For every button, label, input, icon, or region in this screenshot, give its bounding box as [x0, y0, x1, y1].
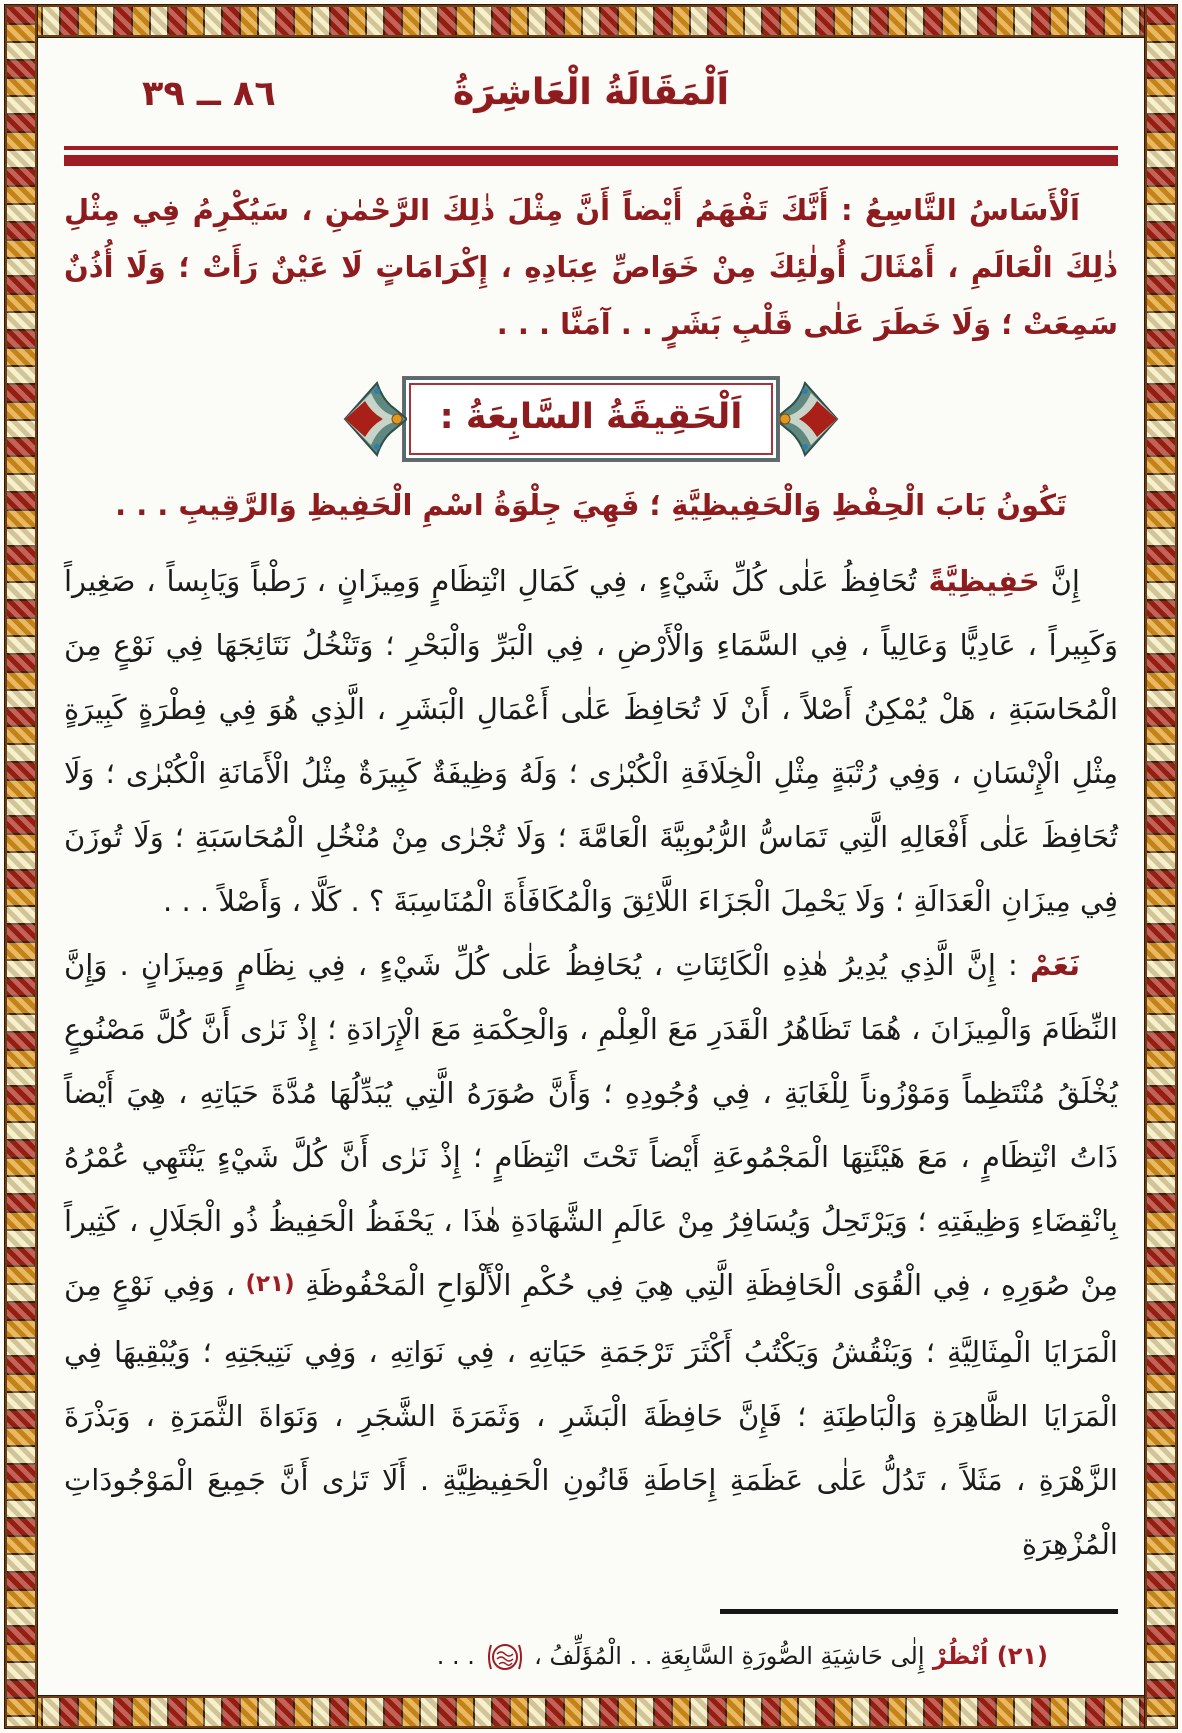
paragraph2-keyword: نَعَمْ	[1029, 948, 1080, 982]
footnote-tail: . . .	[436, 1642, 483, 1670]
page-content	[64, 42, 1118, 1691]
page-title: اَلْمَقَالَةُ الْعَاشِرَةُ	[452, 72, 730, 113]
body-paragraph-2	[64, 933, 1118, 1576]
ornate-border-left	[5, 5, 37, 1728]
body-paragraph-1	[64, 549, 1118, 933]
section-box-title: اَلْحَقِيقَةُ السَّابِعَةُ :	[403, 377, 780, 461]
header-rule	[64, 146, 1118, 166]
author-seal-icon	[485, 1637, 525, 1677]
header-rule-thin	[64, 146, 1118, 150]
section-subtitle: تَكُونُ بَابَ الْحِفْظِ وَالْحَفِيظِيَّةِ ؛ فَهِيَ جِلْوَةُ اسْمِ الْحَفِيظِ وَالرَّقِيبِ . . .	[115, 488, 1067, 522]
page-header	[64, 72, 1118, 138]
ornate-border-bottom	[5, 1696, 1177, 1728]
header-rule-thick	[64, 155, 1118, 166]
footnote-ref-21: (٢١)	[245, 1271, 295, 1297]
ornate-border-top	[5, 5, 1177, 37]
footnote-area	[64, 1599, 1118, 1691]
footnote-lead: اُنْظُرْ	[924, 1642, 989, 1670]
section-box	[347, 371, 836, 467]
footnote-text: إِلٰى حَاشِيَةِ الصُّورَةِ السَّابِعَةِ . . الْمُؤَلِّفُ ،	[526, 1642, 925, 1670]
paragraph1-lead: إِنَّ	[1039, 564, 1080, 598]
footnote-marker: (٢١)	[988, 1642, 1048, 1670]
box-ornament-right-icon	[775, 371, 839, 467]
ornate-border-right	[1145, 5, 1177, 1728]
intro-paragraph: اَلْأَسَاسُ التَّاسِعُ : أَنَّكَ تَفْهَمُ أَيْضاً أَنَّ مِثْلَ ذٰلِكَ الرَّحْمٰنِ ، سَيُكْرِمُ فِي مِثْلِ ذٰلِكَ الْعَالَمِ ، أَمْثَالَ أُولٰئِكَ مِنْ خَوَاصِّ عِبَادِهِ ، إِكْرَامَاتٍ لَا عَيْنٌ رَأَتْ ؛ وَلَا أُذُنٌ سَمِعَتْ ؛ وَلَا خَطَرَ عَلٰى قَلْبِ بَشَرٍ . . آمَنَّا . . .	[64, 193, 1118, 341]
paragraph1-text: تُحَافِظُ عَلٰى كُلِّ شَيْءٍ ، فِي كَمَالِ انْتِظَامٍ وَمِيزَانٍ ، رَطْباً وَيَابِساً ، صَغِيراً وَكَبِيراً ، عَادِيًّا وَعَالِياً ، فِي السَّمَاءِ وَالْأَرْضِ ، فِي الْبَرِّ وَالْبَحْرِ ؛ وَتَنْخُلُ نَتَائِجَهَا فِي نَوْعٍ مِنَ الْمُحَاسَبَةِ ، هَلْ يُمْكِنُ أَصْلاً ، أَنْ لَا تُحَافِظَ عَلٰى أَعْمَالِ الْبَشَرِ ، الَّذِي هُوَ فِي فِطْرَةٍ كَبِيرَةٍ مِثْلِ الْإِنْسَانِ ، وَفِي رُتْبَةٍ مِثْلِ الْخِلَافَةِ الْكُبْرٰى ؛ وَلَهُ وَظِيفَةٌ كَبِيرَةٌ مِثْلُ الْأَمَانَةِ الْكُبْرٰى ؛ وَلَا تُحَافِظَ عَلٰى أَفْعَالِهِ الَّتِي تَمَاسُّ الرُّبُوبِيَّةَ الْعَامَّةَ ؛ وَلَا تُجْرٰى مِنْ مُنْخُلِ الْمُحَاسَبَةِ ؛ وَلَا تُوزَنَ فِي مِيزَانِ الْعَدَالَةِ ؛ وَلَا يَحْمِلَ الْجَزَاءَ اللَّائِقَ وَالْمُكَافَأَةَ الْمُنَاسِبَةَ ؟ . كَلَّا ، وَأَصْلاً . . .	[64, 564, 1118, 918]
paragraph2-text-2: ، وَفِي نَوْعٍ مِنَ الْمَرَايَا الْمِثَالِيَّةِ ؛ وَيَنْقُشُ وَيَكْتُبُ أَكْثَرَ تَرْجَمَةِ حَيَاتِهِ ، فِي نَوَاتِهِ ، وَفِي نَتِيجَتِهِ ؛ وَيُبْقِيهَا فِي الْمَرَايَا الظَّاهِرَةِ وَالْبَاطِنَةِ ؛ فَإِنَّ حَافِظَةَ الْبَشَرِ ، وَثَمَرَةَ الشَّجَرِ ، وَنَوَاةَ الثَّمَرَةِ ، وَبَذْرَةَ الزَّهْرَةِ ، مَثَلاً ، تَدُلُّ عَلٰى عَظَمَةِ إِحَاطَةِ قَانُونِ الْحَفِيظِيَّةِ . أَلَا تَرٰى أَنَّ جَمِيعَ الْمَوْجُودَاتِ الْمُزْهِرَةِ	[64, 1268, 1118, 1561]
footnote	[64, 1614, 1118, 1691]
paragraph2-separator: :	[995, 948, 1030, 982]
paragraph1-keyword: حَفِيظِيَّةً	[916, 564, 1040, 598]
paragraph2-text-1: إِنَّ الَّذِي يُدِيرُ هٰذِهِ الْكَائِنَاتِ ، يُحَافِظُ عَلٰى كُلِّ شَيْءٍ ، فِي نِظَامٍ وَمِيزَانٍ . وَإِنَّ النِّظَامَ وَالْمِيزَانَ ، هُمَا تَظَاهُرُ الْقَدَرِ مَعَ الْعِلْمِ ، وَالْحِكْمَةِ مَعَ الْإِرَادَةِ ؛ إِذْ نَرٰى أَنَّ كُلَّ مَصْنُوعٍ يُخْلَقُ مُنْتَظِماً وَمَوْزُوناً لِلْغَايَةِ ، فِي وُجُودِهِ ؛ وَأَنَّ صُوَرَهُ الَّتِي يُبَدِّلُهَا مُدَّةَ حَيَاتِهِ ، هِيَ أَيْضاً ذَاتُ انْتِظَامٍ ، مَعَ هَيْئَتِهَا الْمَجْمُوعَةِ أَيْضاً تَحْتَ انْتِظَامٍ ؛ إِذْ نَرٰى أَنَّ كُلَّ شَيْءٍ يَنْتَهِي عُمْرُهُ بِانْقِضَاءِ وَظِيفَتِهِ ؛ وَيَرْتَحِلُ وَيُسَافِرُ مِنْ عَالَمِ الشَّهَادَةِ هٰذَا ، يَحْفَظُ الْحَفِيظُ ذُو الْجَلَالِ ، كَثِيراً مِنْ صُوَرِهِ ، فِي الْقُوَى الْحَافِظَةِ الَّتِي هِيَ فِي حُكْمِ الْأَلْوَاحِ الْمَحْفُوظَةِ	[64, 948, 1118, 1302]
page-number: ٨٦ ــ ٣٩	[142, 74, 276, 114]
box-ornament-left-icon	[343, 371, 407, 467]
